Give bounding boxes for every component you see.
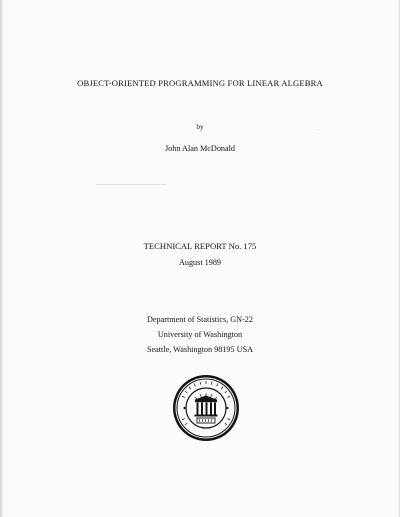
address-line: Seattle, Washington 98195 USA: [146, 345, 254, 354]
byline-label: by: [196, 123, 204, 131]
university-line: University of Washington: [157, 330, 243, 339]
report-number: TECHNICAL REPORT No. 175: [143, 241, 257, 251]
document-title: OBJECT-ORIENTED PROGRAMMING FOR LINEAR ALGEBRA: [77, 78, 323, 88]
author-name: John Alan McDonald: [164, 144, 236, 153]
department-line: Department of Statistics, GN-22: [147, 315, 253, 324]
university-seal-icon: [172, 374, 240, 442]
scan-smudge: [96, 184, 166, 185]
report-date: August 1989: [178, 258, 222, 267]
